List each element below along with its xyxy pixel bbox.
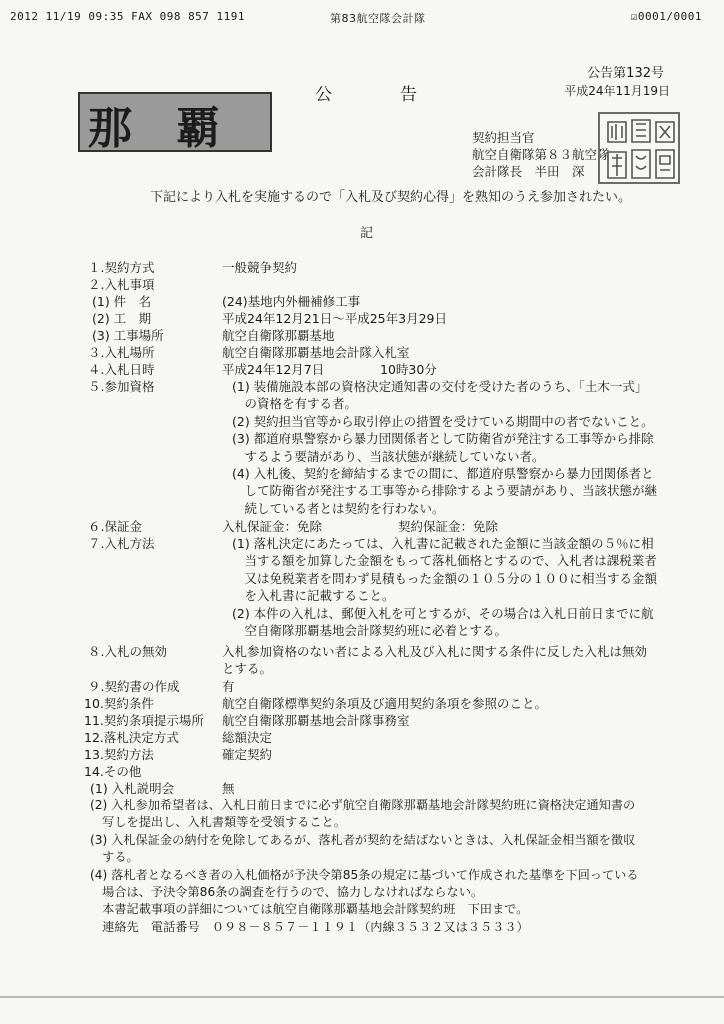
item-8-text	[222, 643, 647, 678]
item-14-line: 本書記載事項の詳細については航空自衛隊那覇基地会計隊契約班 下田まで。	[90, 902, 529, 917]
item-14a-label: (1) 入札説明会	[90, 781, 175, 796]
item-8-line: 入札参加資格のない者による入札及び入札に関する条件に反した入札は無効	[222, 644, 648, 659]
item-2-label: ２.入札事項	[88, 277, 155, 292]
item-10-label: 10.契約条件	[84, 696, 154, 711]
item-9-value: 有	[222, 679, 235, 694]
item-11-value: 航空自衛隊那覇基地会計隊事務室	[222, 713, 410, 728]
item-5-label: ５.参加資格	[88, 379, 155, 394]
official-seal	[598, 112, 680, 184]
item-14-text	[90, 797, 639, 936]
item-1-label: １.契約方式	[88, 260, 155, 275]
item-8-line: とする。	[222, 661, 273, 677]
item-14-line: 場合は、予決令第86条の調査を行うので、協力しなければならない。	[90, 885, 484, 900]
item-5-line: して防衛省が発注する工事等から排除するよう要請があり、当該状態が継	[232, 483, 658, 499]
item-12-label: 12.落札決定方式	[84, 730, 179, 745]
item-6-contract-guarantee: 契約保証金：免除	[398, 519, 499, 534]
issuer-title: 契約担当官	[472, 130, 535, 145]
item-5-line: (1) 装備施設本部の資格決定通知書の交付を受けた者のうち、「土木一式」	[232, 379, 648, 394]
item-8-label: ８.入札の無効	[88, 644, 167, 659]
item-14-line: (4) 落札者となるべき者の入札価格が予決令第85条の規定に基づいて作成された基準を下回っている	[90, 867, 639, 882]
item-9-label: ９.契約書の作成	[88, 679, 180, 694]
item-14-line: (3) 入札保証金の納付を免除してあるが、落札者が契約を結ばないときは、入札保証金相当額を徴収	[90, 832, 636, 847]
item-7-label: ７.入札方法	[88, 536, 155, 551]
item-14-line: (2) 入札参加希望者は、入札日前日までに必ず航空自衛隊那覇基地会計隊契約班に資格決定通知書の	[90, 798, 636, 812]
naha-stamp	[78, 92, 272, 152]
item-14-line: 連絡先 電話番号 ０９８－８５７－１１９１（内線３５３２又は３５３３）	[90, 919, 529, 934]
fax-header-left: 2012 11/19 09:35 FAX 098 857 1191	[10, 10, 246, 23]
notice-date: 平成24年11月19日	[564, 84, 670, 98]
item-5-line: (2) 契約担当官等から取引停止の措置を受けている期間中の者でないこと。	[232, 413, 654, 429]
fax-header-center: 第83航空隊会計隊	[330, 12, 426, 25]
item-12-value: 総額決定	[222, 730, 273, 745]
naha-stamp-text: 那覇	[88, 103, 264, 154]
item-7-text	[232, 535, 657, 639]
fax-header-page: ☑0001/0001	[630, 10, 702, 23]
item-2c-label: (3) 工事場所	[92, 328, 164, 343]
item-6-bid-guarantee: 入札保証金：免除	[222, 519, 323, 534]
item-14a-value: 無	[222, 781, 235, 796]
item-3-value: 航空自衛隊那覇基地会計隊入札室	[222, 345, 410, 360]
item-4-time: 10時30分	[380, 362, 437, 377]
item-2b-label: (2) 工 期	[92, 311, 152, 326]
item-14-label: 14.その他	[84, 764, 142, 779]
item-14-line: 写しを提出し、入札書類等を受領すること。	[90, 815, 346, 830]
item-5-line: するよう要請があり、当該状態が継続していない者。	[232, 448, 545, 464]
item-5-line: (3) 都道府県警察から暴力団関係者として防衛省が発注する工事等から排除	[232, 431, 654, 447]
page-bottom-rule	[0, 996, 724, 998]
item-1-value: 一般競争契約	[222, 260, 298, 275]
item-11-label: 11.契約条項提示場所	[84, 713, 204, 728]
item-7-line: 又は免税業者を問わず見積もった金額の１０５分の１００に相当する金額	[232, 570, 658, 586]
item-7-line: (2) 本件の入札は、郵便入札を可とするが、その場合は入札日前日までに航	[232, 605, 654, 621]
item-7-line: 空自衛隊那覇基地会計隊契約班に必着とする。	[232, 623, 508, 639]
item-7-line: を入札書に記載すること。	[232, 588, 395, 604]
item-4-label: ４.入札日時	[88, 362, 155, 377]
item-13-label: 13.契約方法	[84, 747, 154, 762]
item-5-text	[232, 378, 657, 517]
ki-heading: 記	[360, 226, 374, 241]
item-6-label: ６.保証金	[88, 519, 142, 534]
item-4-date: 平成24年12月7日	[222, 362, 325, 377]
item-10-value: 航空自衛隊標準契約条項及び適用契約条項を参照のこと。	[222, 696, 548, 711]
item-5-line: の資格を有する者。	[232, 396, 358, 412]
item-7-line: 当する額を加算した金額をもって落札価格とするので、入札者は課税業者	[232, 553, 657, 569]
item-2b-value: 平成24年12月21日～平成25年3月29日	[222, 311, 447, 326]
item-13-value: 確定契約	[222, 747, 273, 762]
official-seal-icon	[600, 114, 682, 186]
item-7-line: (1) 落札決定にあたっては、入札書に記載された金額に当該金額の５％に相	[232, 536, 654, 551]
issuer-unit: 航空自衛隊第８３航空隊	[472, 147, 610, 162]
notice-number: 公告第132号	[587, 66, 664, 81]
lead-text: 下記により入札を実施するので「入札及び契約心得」を熟知のうえ参加されたい。	[150, 190, 632, 205]
item-2a-value: (24)基地内外柵補修工事	[222, 294, 361, 309]
item-14-line: する。	[90, 850, 139, 865]
item-5-line: (4) 入札後、契約を締結するまでの間に、都道府県警察から暴力団関係者と	[232, 466, 654, 482]
item-2c-value: 航空自衛隊那覇基地	[222, 328, 335, 343]
item-3-label: ３.入札場所	[88, 345, 155, 360]
notice-title: 公告	[315, 85, 485, 105]
issuer-name: 会計隊長 半田 深	[472, 164, 585, 179]
item-5-line: 続している者とは契約を行わない。	[232, 500, 445, 516]
item-2a-label: (1) 件 名	[92, 294, 152, 309]
